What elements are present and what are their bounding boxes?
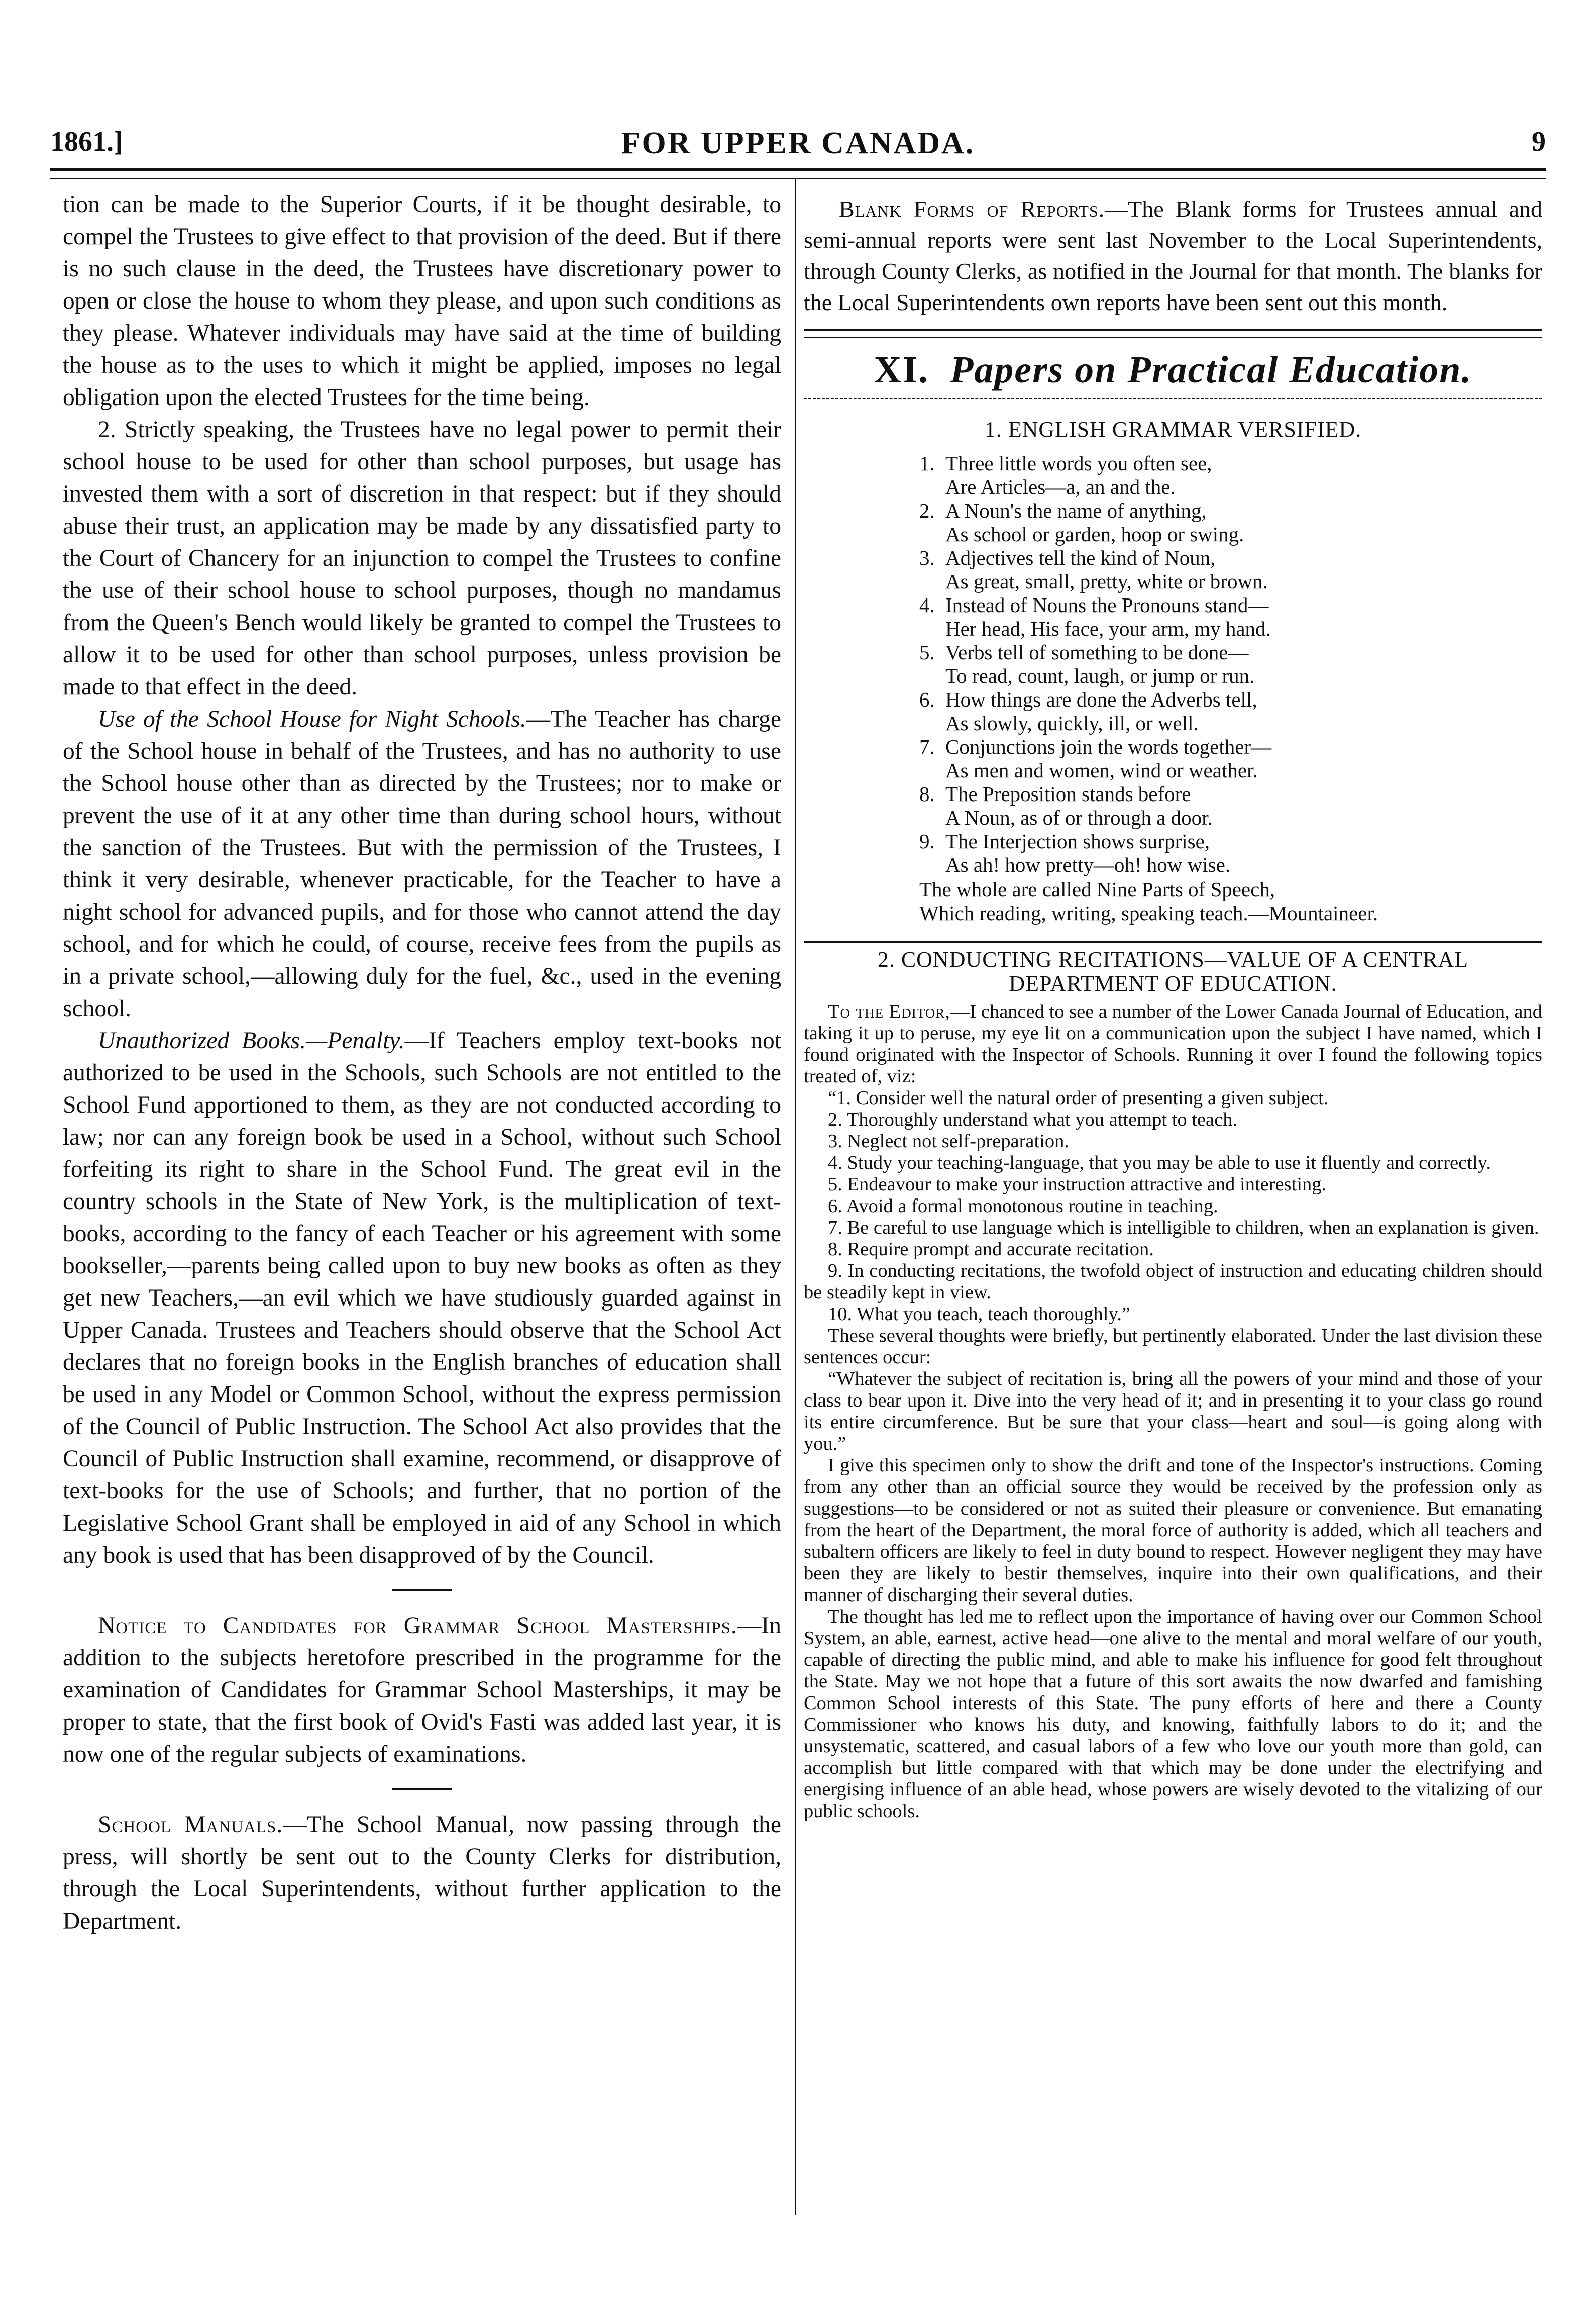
paragraph-night-schools (63, 703, 781, 1025)
poem-stanza (919, 688, 1542, 735)
letter-opening (804, 1001, 1542, 1087)
poem-stanza-number: 1. (919, 452, 935, 475)
column-divider (795, 178, 796, 2215)
grammar-masterships-text: —In addition to the subjects heretofore prescribed in the programme for the examination of Candidates for Grammar School Masterships, it may be proper to state, that the first book of Ovid's Fasti was added last year, it is now one of the regular subjects of examinations. (63, 1613, 781, 1767)
poem-stanza (919, 782, 1542, 830)
list-item: 10. What you teach, teach thoroughly.” (828, 1304, 1130, 1325)
poem-stanza (919, 546, 1542, 593)
poem-stanza (919, 735, 1542, 782)
poem-line: The Interjection shows surprise, (945, 830, 1210, 853)
poem-stanza-number: 3. (919, 546, 935, 569)
section-title: Papers on Practical Education. (949, 349, 1472, 391)
left-column (63, 188, 781, 1937)
list-item: 9. In conducting recitations, the twofold object of instruction and educating children should be steadily kept in view. (804, 1260, 1542, 1303)
poem-stanza-number: 5. (919, 641, 935, 664)
poem-line: Are Articles—a, an and the. (945, 475, 1176, 498)
unauthorized-books-text: —If Teachers employ text-books not authorized to be used in the Schools, such Schools are not entitled to the School Fund apportioned to them, as they are not conducted according to law; nor can any foreign book be used in a School, without such School forfeiting its right to share in the School Fund. The great evil in the country schools in the State of New York, is the multiplication of text-books, according to the fancy of each Teacher or his agreement with some bookseller,—parents being called upon to buy new books as often as they get new Teachers,—an evil which we have studiously guarded against in Upper Canada. Trustees and Teachers should observe that the School Act declares that no foreign books in the English branches of education shall be used in any Model or Common School, without the express permission of the Council of Public Instruction. The School Act also provides that the Council of Public Instruction shall examine, recommend, or disapprove of text-books for the use of Schools; and further, that no portion of the Legislative School Grant shall be employed in aid of any School in which any book is used that has been disapproved of by the Council. (63, 1028, 781, 1568)
poem-line: As ah! how pretty—oh! how wise. (945, 853, 1231, 876)
poem-stanza-number: 4. (919, 593, 935, 617)
article-title-recitations: 2. CONDUCTING RECITATIONS—VALUE OF A CENTRAL DEPARTMENT OF EDUCATION. (877, 947, 1469, 996)
list-item: 4. Study your teaching-language, that you may be able to use it fluently and correctly. (828, 1152, 1492, 1173)
poem-line: Three little words you often see, (945, 452, 1212, 475)
list-item: 6. Avoid a formal monotonous routine in teaching. (828, 1195, 1218, 1217)
list-item: “1. Consider well the natural order of presenting a given subject. (828, 1087, 1329, 1109)
blank-forms-heading: Blank Forms of Reports. (839, 196, 1105, 222)
poem-line: A Noun's the name of anything, (945, 499, 1207, 522)
poem-stanza-number: 9. (919, 830, 935, 853)
poem-stanza (919, 499, 1542, 546)
page-number: 9 (1532, 126, 1546, 157)
section-number: XI. (874, 349, 929, 391)
poem-line: As school or garden, hoop or swing. (945, 523, 1244, 546)
separator-rule (392, 1788, 452, 1790)
paragraph-quotation: “Whatever the subject of recitation is, bring all the powers of your mind and those of your class to bear upon it. Dive into the very head of it; and in presenting it to your class go round its entire circumference. But be sure that your class—heart and soul—is going along with you.” (804, 1368, 1542, 1454)
paragraph-deed-continuation: tion can be made to the Superior Courts, if it be thought desirable, to compel the Trustees to give effect to that provision of the deed. But if there is no such clause in the deed, the Trustees have discretionary power to open or close the house to whom they please, and upon such conditions as they please. Whatever individuals may have said at the time of building the house as to the uses to which it might be applied, imposes no legal obligation upon the elected Trustees for the time being. (63, 191, 781, 411)
separator-rule (392, 1589, 452, 1591)
header-rule (50, 168, 1546, 179)
running-header (50, 126, 1546, 166)
poem-stanza (919, 830, 1542, 877)
poem-line: To read, count, laugh, or jump or run. (945, 664, 1255, 687)
section-heading (804, 345, 1542, 399)
grammar-poem (919, 452, 1542, 925)
poem-closing-line: The whole are called Nine Parts of Speech, (919, 878, 1275, 901)
unauthorized-books-heading: Unauthorized Books.—Penalty. (98, 1028, 405, 1054)
article-recitations-body (804, 1001, 1542, 1822)
header-journal-title: FOR UPPER CANADA. (621, 126, 975, 160)
poem-line: Instead of Nouns the Pronouns stand— (945, 593, 1269, 617)
grammar-masterships-heading: Notice to Candidates for Grammar School Masterships. (98, 1613, 737, 1639)
poem-line: As great, small, pretty, white or brown. (945, 570, 1268, 593)
poem-line: As men and women, wind or weather. (945, 759, 1258, 782)
poem-line: Conjunctions join the words together— (945, 735, 1272, 758)
poem-stanza (919, 641, 1542, 688)
letter-salutation: To the Editor, (828, 1001, 950, 1022)
night-schools-heading: Use of the School House for Night Schools. (98, 706, 526, 732)
blank-forms-text: —The Blank forms for Trustees annual and semi-annual reports were sent last November to the Local Superintendents, through County Clerks, as notified in the Journal for that month. The blanks for the Local Superintendents own reports have been sent out this month. (804, 196, 1542, 315)
list-item: 3. Neglect not self-preparation. (828, 1131, 1069, 1152)
poem-stanza (919, 452, 1542, 499)
article-title-grammar: 1. ENGLISH GRAMMAR VERSIFIED. (984, 417, 1362, 442)
poem-stanza-number: 2. (919, 499, 935, 522)
list-item: 2. Thoroughly understand what you attempt to teach. (828, 1109, 1238, 1130)
paragraph-specimen: I give this specimen only to show the drift and tone of the Inspector's instructions. Coming from any other than an official source they would be received by the profession only as suggestions—to be considered or not as suited their pleasure or convenience. But emanating from the heart of the Department, the moral force of authority is added, which all teachers and subaltern officers are likely to feel in duty bound to respect. However negligent they may have been they are likely to bestir themselves, inquire into their own qualifications, and their manner of discharging their several duties. (804, 1455, 1542, 1606)
letter-opening-text: —I chanced to see a number of the Lower Canada Journal of Education, and taking it up to peruse, my eye lit on a communication upon the subject I have named, which I found originated with the Inspector of Schools. Running it over I found the following topics treated of, viz: (804, 1001, 1542, 1087)
right-column (804, 193, 1542, 1822)
poem-stanza-number: 7. (919, 735, 935, 758)
poem-stanza (919, 593, 1542, 641)
poem-stanza-number: 6. (919, 688, 935, 711)
school-manuals-text: —The School Manual, now passing through the press, will shortly be sent out to the County Clerks for distribution, through the Local Superintendents, without further application to the Department. (63, 1812, 781, 1934)
paragraph-grammar-masterships (63, 1610, 781, 1770)
paragraph-reflection: The thought has led me to reflect upon the importance of having over our Common School System, an able, earnest, active head—one alive to the mental and moral welfare of our youth, capable of directing the public mind, and able to make his influence for good felt throughout the State. May we not hope that a future of this sort awaits the now dwarfed and famishing Common School interests of this State. The puny efforts of here and there a County Commissioner who knows his duty, and knowing, faithfully labors to do it; and the unsystematic, scattered, and casual labors of a few who love our youth more than gold, can accomplish but little compared with that which may be done under the electrifying and energising influence of an able head, whose powers are wisely devoted to the vitalizing of our public schools. (804, 1606, 1542, 1822)
poem-line: A Noun, as of or through a door. (945, 806, 1213, 829)
poem-closing-line: Which reading, writing, speaking teach.—Mountaineer. (919, 902, 1378, 925)
section-rule (804, 329, 1542, 338)
paragraph-trustees-power: 2. Strictly speaking, the Trustees have no legal power to permit their school house to be used for other than school purposes, but usage has invested them with a sort of discretion in that respect: but if they should abuse their trust, an application may be made by any dissatisfied party to the Court of Chancery for an injunction to compel the Trustees to confine the use of their school house to school purposes, though no mandamus from the Queen's Bench would likely be granted to compel the Trustees to allow it to be used for other than school purposes, unless provision be made to that effect in the deed. (63, 417, 781, 700)
list-item: 5. Endeavour to make your instruction attractive and interesting. (828, 1174, 1327, 1195)
paragraph-blank-forms (804, 193, 1542, 318)
poem-line: Adjectives tell the kind of Noun, (945, 546, 1216, 569)
poem-stanza-number: 8. (919, 782, 935, 806)
poem-line: Her head, His face, your arm, my hand. (945, 617, 1271, 640)
list-item: 7. Be careful to use language which is intelligible to children, when an explanation is given. (828, 1217, 1539, 1238)
poem-line: As slowly, quickly, ill, or well. (945, 712, 1199, 735)
paragraph-unauthorized-books (63, 1025, 781, 1571)
poem-line: The Preposition stands before (945, 782, 1191, 806)
paragraph-school-manuals (63, 1809, 781, 1937)
night-schools-text: —The Teacher has charge of the School house in behalf of the Trustees, and has no authority to use the School house other than as directed by the Trustees; nor to make or prevent the use of it at any other time than during school hours, without the sanction of the Trustees. But with the permission of the Trustees, I think it very desirable, whenever practicable, for the Teacher to have a night school for advanced pupils, and for those who cannot attend the day school, and for which he could, of course, receive fees from the pupils as in a private school,—allowing duly for the fuel, &c., used in the evening school. (63, 706, 781, 1022)
header-date: 1861.] (50, 126, 123, 157)
article-rule (804, 941, 1542, 943)
list-item: 8. Require prompt and accurate recitation. (828, 1239, 1154, 1260)
poem-line: Verbs tell of something to be done— (945, 641, 1249, 664)
poem-line: How things are done the Adverbs tell, (945, 688, 1257, 711)
paragraph-thoughts: These several thoughts were briefly, but pertinently elaborated. Under the last division these sentences occur: (804, 1325, 1542, 1368)
school-manuals-heading: School Manuals. (98, 1812, 283, 1838)
